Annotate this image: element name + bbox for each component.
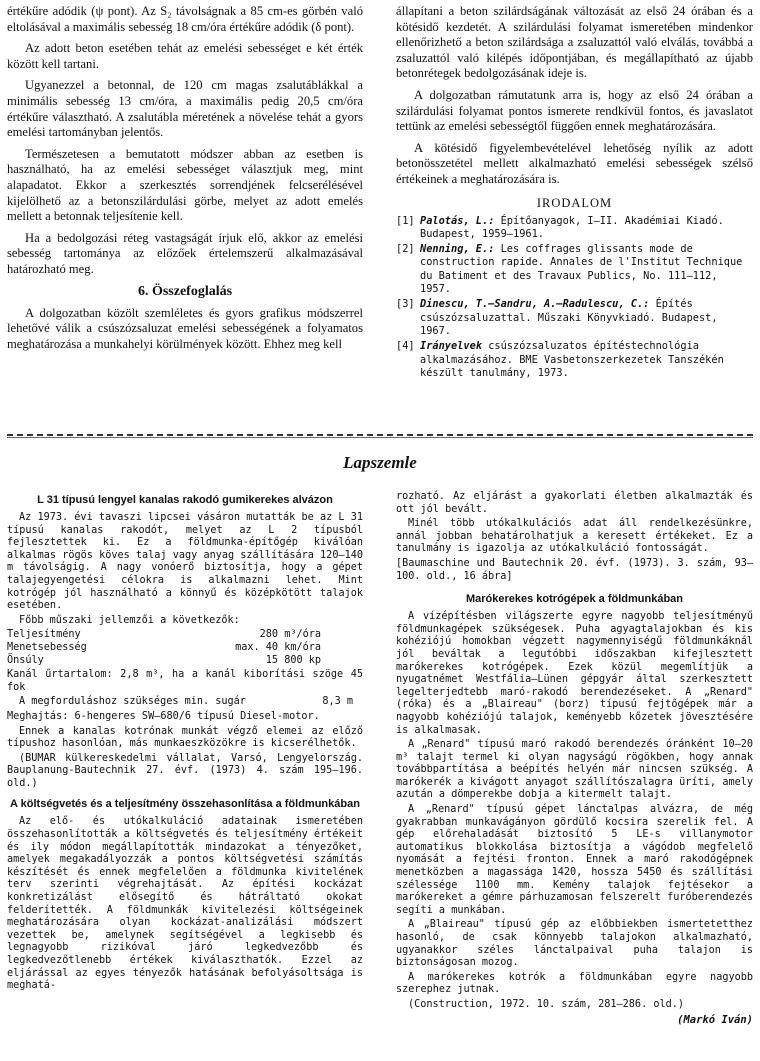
spec-row — [7, 642, 363, 655]
band-title: Lapszemle — [343, 453, 417, 472]
article-paragraph: A „Renard" típusú gépet lánctalpas alvázra, de még gyakrabban munkavágányon gördülő kocsira szerelik fel. A gép előrehaladását biztosító 5 LE-s villanymotor automatikus blokkolása biztosítja a vágódob megfelelő nyomását a fejtési fronton. Ennek a maró rakodógépnek menetközben a magassága 1420, hossza 5450 és szállítási szélessége 1100 mm. Kemény talajok fejtésekor a marókereket a gémre párhuzamosan felszerelt furóberendezés segíti a munkában. — [396, 804, 753, 916]
spec-value: max. 40 km/óra — [235, 641, 321, 653]
article-title: L 31 típusú lengyel kanalas rakodó gumikerekes alvázon — [37, 494, 333, 506]
body-paragraph: A dolgozatban rámutatunk arra is, hogy az első 24 órában a szilárdulási folyamat pontos ismerete rendkívül fontos, és javaslatot tettünk az emelési sebességtől függően ennek meghatározására. — [396, 87, 753, 134]
article-paragraph: Ennek a kanalas kotrónak munkát végző elemei az előző típushoz hasonlóan, más munkaeszközökre is kicserélhetők. — [7, 725, 363, 750]
reference-item — [396, 340, 753, 380]
reference-item — [396, 298, 753, 338]
references-list — [396, 215, 753, 381]
reference-author: Dinescu, T.—Sandru, A.—Radulescu, C.: — [420, 298, 650, 311]
article-title: A költségvetés és a teljesítmény összehasonlítása a földmunkában — [10, 798, 360, 811]
reference-author: Nenning, E.: — [420, 243, 495, 256]
spec-label: Teljesítmény — [7, 629, 81, 641]
radius-row — [7, 696, 363, 709]
article-paragraph: Az elő- és utókalkuláció adatainak ismeretében összehasonlították a költségvetés és teljesítmény értékeit és ily módon megállapították mindazokat a tényezőket, amelyek megakadályozzák a pontos költségvetési számítás készítését és ennek megfelelően a földmunka kivitelének terv szerinti végrehajtását. Az építési kockázat konkretizálást elősegítő és hátráltató okokat felderítették. A földmunkák kivitelezési költségeinek meghatározására olyan kockázat-analizálási módszert vezettek be, amelynek segítségével a legkisebb és legnagyobb rizikóval járó legkedvezőbb és legkedvezőtlenebb értékek kiválaszthatók. Ezzel az eljárással az egyes tényezők hatásának befolyásoltsága is meghatá- — [7, 816, 363, 992]
article-paragraph: Minél több utókalkulációs adat áll rendelkezésünkre, annál jobban behatárolhatjuk a keresett értékeket. Ez a tanulmány is igazolja az utókalkuláció fontosságát. — [396, 518, 753, 555]
bottom-right-column — [396, 491, 753, 1026]
article-source: [Baumaschine und Bautechnik 20. évf. (1973). 3. szám, 93—100. old., 16 ábra] — [396, 557, 753, 582]
author-signature: (Markó Iván) — [677, 1013, 753, 1026]
section-heading: 6. Összefoglalás — [137, 283, 233, 299]
article-title: Marókerekes kotrógépek a földmunkában — [465, 593, 683, 606]
article-source: (Construction, 1972. 10. szám, 281—286. old.) — [408, 998, 685, 1010]
section-divider-thin — [7, 437, 753, 438]
summary-paragraph: A dolgozatban közölt szemléletes és gyors grafikus módszerrel lehetővé válik a csúszózsaluzat emelési sebességének a folyamatos meghatározása a munkahelyi körülmények között. Ehhez meg kell — [7, 305, 363, 351]
reference-number: [1] — [396, 214, 415, 227]
article-paragraph: rozható. Az eljárást a gyakorlati életben alkalmazták és ott jól bevált. — [396, 491, 753, 515]
reference-author: Irányelvek — [420, 340, 482, 353]
spec-value: 15 800 kp — [265, 654, 321, 666]
reference-item — [396, 215, 753, 242]
reference-text: csúszózsaluzatos építéstechnológia alkalmazásához. BME Vasbetonszerkezetek Tanszékén készült tanulmány, 1973. — [420, 340, 724, 379]
article-paragraph: A marókerekes kotrók a földmunkában egyre nagyobb szerephez jutnak. — [396, 971, 753, 996]
article-paragraph: A „Blaireau" típusú gép az előbbiekben ismertetetthez hasonló, de csak könnyebb talajokon alkalmazható, ugyanakkor széles lánctalpaival puha talajon is biztonságosan mozog. — [396, 919, 753, 969]
article-paragraph: Kanál űrtartalom: 2,8 m³, ha a kanál kiborítási szöge 45 fok — [7, 669, 363, 693]
reference-number: [4] — [396, 340, 415, 353]
reference-text: Építés csúszózsaluzattal. Műszaki Könyvkiadó. Budapest, 1967. — [420, 298, 718, 337]
bottom-left-column — [7, 491, 363, 995]
spec-label: Önsúly — [7, 654, 44, 666]
top-left-column — [7, 4, 363, 358]
body-paragraph: A kötésidő figyelembevételével lehetőség nyílik az adott betonösszetétel mellett alkalmazható emelési sebességek szélső értékeinek a meghatározására is. — [396, 140, 753, 186]
body-paragraph: értékűre adódik (ψ pont). Az S₂ távolságnak a 85 cm-es görbén való eltolásával a maximális sebesség 18 cm/óra értékűre adódik (δ pont). — [7, 4, 363, 34]
spec-label: A megforduláshoz szükséges min. sugár — [19, 696, 246, 708]
article-paragraph: A „Renard" típusú maró rakodó berendezés óránként 10—20 m³ talajt termel ki olyan nagyságú rögökben, hogy annak továbbpartítása a beépítés helyén már nincsen szükség. A marókerék a kivágott anyagot szállítószalagra üríti, amely azután a dömperekbe dobja a kitermelt talajt. — [396, 739, 753, 801]
references-title: IRODALOM — [536, 195, 613, 210]
specs-table — [7, 629, 363, 667]
article-paragraph: Meghajtás: 6-hengeres SW—680/6 típusú Diesel-motor. — [7, 710, 320, 722]
body-paragraph: Ugyanezzel a betonnal, de 120 cm magas zsalutáblákkal a minimális sebesség 13 cm/óra, a maximális pedig 20,5 cm/óra értékűre választható. A zsalutábla méretének a növelése tehát a gyors emelési tartományban jelentős. — [7, 78, 363, 140]
spec-label: Menetsebesség — [7, 641, 87, 653]
body-paragraph: Ha a bedolgozási réteg vastagságát írjuk elő, akkor az emelési sebesség tartománya az előzőek értelemszerű alkalmazásával határozható meg. — [7, 230, 363, 276]
article-paragraph: A vízépítésben világszerte egyre nagyobb teljesítményű földmunkagépek szükségesek. Puha agyagtalajokban és kis kohéziójú homokban végzett nagymennyiségű földmunkáknál jól beváltak a legutóbbi időszakban kifejlesztett marókerekes kotrógépek. Ezek közül megemlítjük a nyugatnémet Westfália—Lünen gépgyár által szerkesztett legelterjedtebb maró-rakodó berendezéseket. A „Renard" (róka) és a „Blaireau" (borz) típusú fejtőgépek már a nagyobb kohéziójú talajok, keményebb kőzetek jövesztésére is alkalmasak. — [396, 611, 753, 736]
section-divider — [7, 434, 753, 436]
specs-intro: Főbb műszaki jellemzői a következők: — [19, 614, 240, 626]
spec-row — [7, 629, 363, 642]
body-paragraph: Természetesen a bemutatott módszer abban az esetben is használható, ha az emelési sebességet választjuk meg, mint alapadatot. Ekkor a szerkesztés sorrendjének felcserélésével kijelölhető az a betonszilárdulási görbe, melyet az adott emelés mellett a betonnak teljesítenie kell. — [7, 146, 363, 224]
reference-text: Építőanyagok, I—II. Akadémiai Kiadó. Budapest, 1959—1961. — [420, 214, 724, 240]
spec-value: 280 m³/óra — [259, 629, 321, 641]
reference-item — [396, 243, 753, 296]
body-paragraph: Az adott beton esetében tehát az emelési sebességet e két érték között kell tartani. — [7, 41, 363, 71]
reference-author: Palotás, L.: — [420, 214, 495, 227]
reference-text: Les coffrages glissants mode de construction rapide. Annales de l'Institut Technique du Batiment et des Travaux Publics, No. 111—112, 1957. — [420, 243, 743, 296]
reference-number: [2] — [396, 243, 415, 256]
spec-row — [7, 655, 363, 668]
spec-value: 8,3 m — [322, 696, 353, 708]
article-source: (BUMAR külkereskedelmi vállalat, Varsó, Lengyelország. Bauplanung-Bautechnik 27. évf. (1973) 4. szám 195—196. old.) — [7, 752, 363, 789]
article-paragraph: Az 1973. évi tavaszi lipcsei vásáron mutatták be az L 31 típusú kanalas rakodót, melyet az L 2 típusból fejlesztettek ki. Ez a földmunka-építőgép kiválóan alkalmas rögös köves talaj vagy anyag szállítására 120—140 m távolságig. A nagy vonóerő biztosítja, hogy a gépet talajegyengetési célokra is alkalmazni lehet. Mint kotrógép jól használható a könnyű és középkötött talajok esetében. — [7, 512, 363, 612]
reference-number: [3] — [396, 298, 415, 311]
top-right-column — [396, 4, 753, 382]
body-paragraph: állapítani a beton szilárdságának változását az első 24 órában és a kötésidő kezdetét. A szilárdulási folyamat ismeretében mindenkor ellenőrizhető a beton szilárdsága a zsaluzattól való elválás, továbbá a zsaluzattól való kilépés időpontjában, és megállapítható az újabb betonrétegek bedolgozásának ideje is. — [396, 4, 753, 81]
